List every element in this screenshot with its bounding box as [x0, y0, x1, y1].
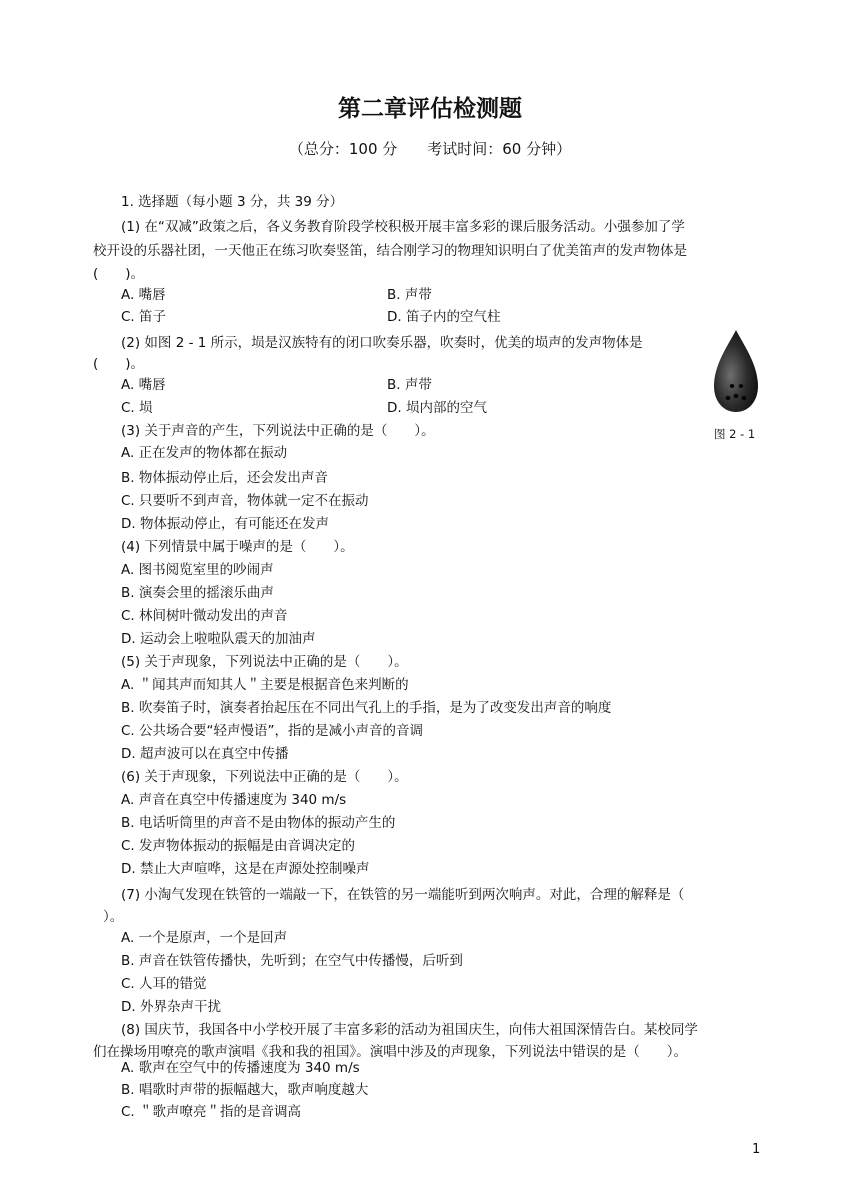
- exam-info: （总分：100 分 考试时间：60 分钟）: [288, 140, 572, 158]
- question-5-option-b: B. 吹奏笛子时，演奏者抬起压在不同出气孔上的手指，是为了改变发出声音的响度: [121, 700, 612, 716]
- question-6-line-1: (6) 关于声现象，下列说法中正确的是（ ）。: [121, 769, 408, 785]
- question-7-line-2: ）。: [103, 909, 124, 925]
- question-8-line-2: 们在操场用嘹亮的歌声演唱《我和我的祖国》。演唱中涉及的声现象，下列说法中错误的是（ ）。: [93, 1044, 687, 1060]
- xun-instrument-figure: [712, 328, 760, 414]
- question-5-option-d: D. 超声波可以在真空中传播: [121, 746, 289, 762]
- question-3-option-a: A. 正在发声的物体都在振动: [121, 445, 288, 461]
- page-number: 1: [752, 1142, 761, 1157]
- question-1-line-2: 校开设的乐器社团，一天他正在练习吹奏竖笛，结合刚学习的物理知识明白了优美笛声的发声物体是: [93, 243, 687, 259]
- question-7-option-b: B. 声音在铁管传播快，先听到；在空气中传播慢，后听到: [121, 953, 463, 969]
- question-1-line-3: ( )。: [93, 266, 145, 282]
- question-3-option-b: B. 物体振动停止后，还会发出声音: [121, 470, 328, 486]
- question-1-option-b: B. 声带: [387, 287, 432, 303]
- question-5-option-a: A. ＂闻其声而知其人＂主要是根据音色来判断的: [121, 677, 409, 693]
- question-5-line-1: (5) 关于声现象，下列说法中正确的是（ ）。: [121, 654, 408, 670]
- question-6-option-c: C. 发声物体振动的振幅是由音调决定的: [121, 838, 356, 854]
- question-1-option-d: D. 笛子内的空气柱: [387, 309, 501, 325]
- question-7-option-c: C. 人耳的错觉: [121, 976, 207, 992]
- question-8-option-c: C. ＂歌声嘹亮＂指的是音调高: [121, 1104, 302, 1120]
- question-4-option-a: A. 图书阅览室里的吵闹声: [121, 562, 274, 578]
- question-7-option-d: D. 外界杂声干扰: [121, 999, 221, 1015]
- section-heading: 1. 选择题（每小题 3 分，共 39 分）: [121, 194, 344, 210]
- question-6-option-a: A. 声音在真空中传播速度为 340 m/s: [121, 792, 347, 808]
- question-5-option-c: C. 公共场合要“轻声慢语”，指的是减小声音的音调: [121, 723, 423, 739]
- question-4-option-d: D. 运动会上啦啦队震天的加油声: [121, 631, 316, 647]
- question-4-option-c: C. 林间树叶微动发出的声音: [121, 608, 288, 624]
- question-2-line-2: ( )。: [93, 356, 145, 372]
- question-3-option-c: C. 只要听不到声音，物体就一定不在振动: [121, 493, 369, 509]
- figure-caption: 图 2 - 1: [714, 427, 756, 441]
- question-7-option-a: A. 一个是原声，一个是回声: [121, 930, 288, 946]
- question-2-option-d: D. 埙内部的空气: [387, 400, 487, 416]
- question-8-line-1: (8) 国庆节，我国各中小学校开展了丰富多彩的活动为祖国庆生，向伟大祖国深情告白。某校同学: [121, 1022, 698, 1038]
- question-1-option-c: C. 笛子: [121, 309, 167, 325]
- question-2-option-b: B. 声带: [387, 377, 432, 393]
- question-8-option-b: B. 唱歌时声带的振幅越大，歌声响度越大: [121, 1082, 369, 1098]
- question-1-line-1: (1) 在“双减”政策之后，各义务教育阶段学校积极开展丰富多彩的课后服务活动。小强参加了学: [121, 219, 685, 235]
- question-6-option-b: B. 电话听筒里的声音不是由物体的振动产生的: [121, 815, 396, 831]
- question-1-option-a: A. 嘴唇: [121, 287, 166, 303]
- question-2-line-1: (2) 如图 2 - 1 所示，埙是汉族特有的闭口吹奏乐器，吹奏时，优美的埙声的发声物体是: [121, 335, 643, 351]
- question-7-line-1: (7) 小淘气发现在铁管的一端敲一下，在铁管的另一端能听到两次响声。对此，合理的解释是（: [121, 887, 685, 903]
- question-8-option-a: A. 歌声在空气中的传播速度为 340 m/s: [121, 1060, 360, 1076]
- question-6-option-d: D. 禁止大声喧哗，这是在声源处控制噪声: [121, 861, 370, 877]
- question-2-option-c: C. 埙: [121, 400, 153, 416]
- question-3-line-1: (3) 关于声音的产生，下列说法中正确的是（ ）。: [121, 423, 435, 439]
- page-title: 第二章评估检测题: [338, 96, 522, 122]
- question-2-option-a: A. 嘴唇: [121, 377, 166, 393]
- question-4-line-1: (4) 下列情景中属于噪声的是（ ）。: [121, 539, 354, 555]
- question-4-option-b: B. 演奏会里的摇滚乐曲声: [121, 585, 274, 601]
- question-3-option-d: D. 物体振动停止，有可能还在发声: [121, 516, 329, 532]
